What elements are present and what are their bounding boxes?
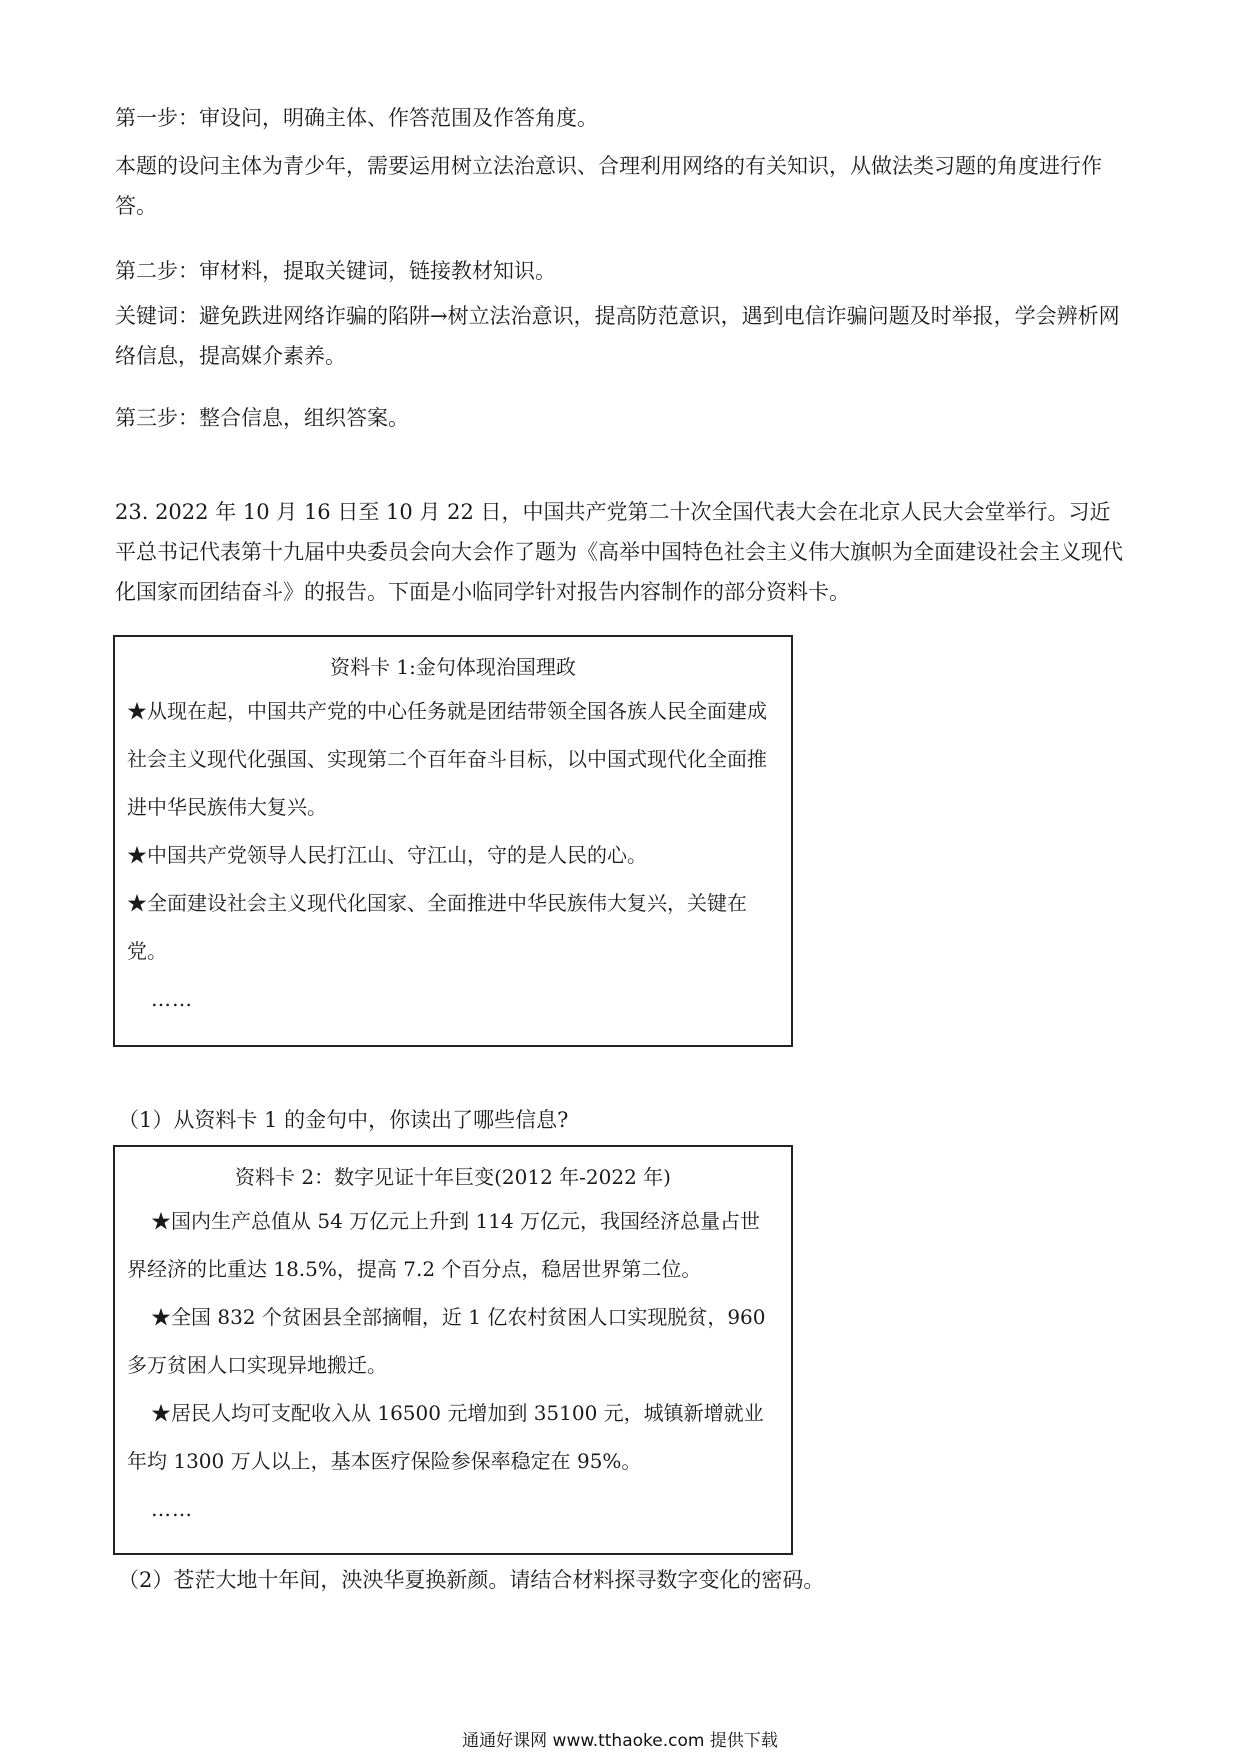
page-footer: 通通好课网 www.tthaoke.com 提供下载	[462, 1731, 778, 1751]
card-2-item: ★居民人均可支配收入从 16500 元增加到 35100 元，城镇新增就业年均 1300 万人以上，基本医疗保险参保率稳定在 95%。	[127, 1401, 764, 1473]
card-1-ellipsis: ……	[151, 987, 193, 1011]
question-23-part-1: （1）从资料卡 1 的金句中，你读出了哪些信息?	[118, 1108, 569, 1132]
card-1-title: 资料卡 1:金句体现治国理政	[330, 655, 576, 679]
card-2-ellipsis: ……	[151, 1497, 193, 1521]
card-2-title: 资料卡 2：数字见证十年巨变(2012 年-2022 年)	[235, 1165, 671, 1189]
keywords-text: 关键词：避免跌进网络诈骗的陷阱→树立法治意识，提高防范意识，遇到电信诈骗问题及时举报，学会辨析网络信息，提高媒介素养。	[115, 304, 1120, 368]
card-1-item: ★全面建设社会主义现代化国家、全面推进中华民族伟大复兴，关键在党。	[127, 891, 747, 963]
question-23-part-2: （2）苍茫大地十年间，泱泱华夏换新颜。请结合材料探寻数字变化的密码。	[118, 1568, 825, 1592]
card-1-item: ★从现在起，中国共产党的中心任务就是团结带领全国各族人民全面建成社会主义现代化强国、实现第二个百年奋斗目标，以中国式现代化全面推进中华民族伟大复兴。	[127, 699, 767, 819]
material-card-2	[113, 1145, 793, 1555]
card-1-item: ★中国共产党领导人民打江山、守江山，守的是人民的心。	[127, 843, 647, 867]
question-23-intro: 23. 2022 年 10 月 16 日至 10 月 22 日，中国共产党第二十次全国代表大会在北京人民大会堂举行。习近平总书记代表第十九届中央委员会向大会作了题为《高举中国特色社会主义伟大旗帜为全面建设社会主义现代化国家而团结奋斗》的报告。下面是小临同学针对报告内容制作的部分资料卡。	[115, 500, 1123, 604]
card-2-item: ★国内生产总值从 54 万亿元上升到 114 万亿元，我国经济总量占世界经济的比重达 18.5%，提高 7.2 个百分点，稳居世界第二位。	[127, 1209, 761, 1281]
card-2-item: ★全国 832 个贫困县全部摘帽，近 1 亿农村贫困人口实现脱贫，960 多万贫困人口实现异地搬迁。	[127, 1305, 766, 1377]
step1-text: 第一步：审设问，明确主体、作答范围及作答角度。	[115, 106, 598, 130]
step2-text: 第二步：审材料，提取关键词，链接教材知识。	[115, 259, 556, 283]
material-card-1	[113, 635, 793, 1047]
step3-text: 第三步：整合信息，组织答案。	[115, 406, 409, 430]
step1-detail: 本题的设问主体为青少年，需要运用树立法治意识、合理利用网络的有关知识，从做法类习题的角度进行作答。	[115, 154, 1102, 218]
